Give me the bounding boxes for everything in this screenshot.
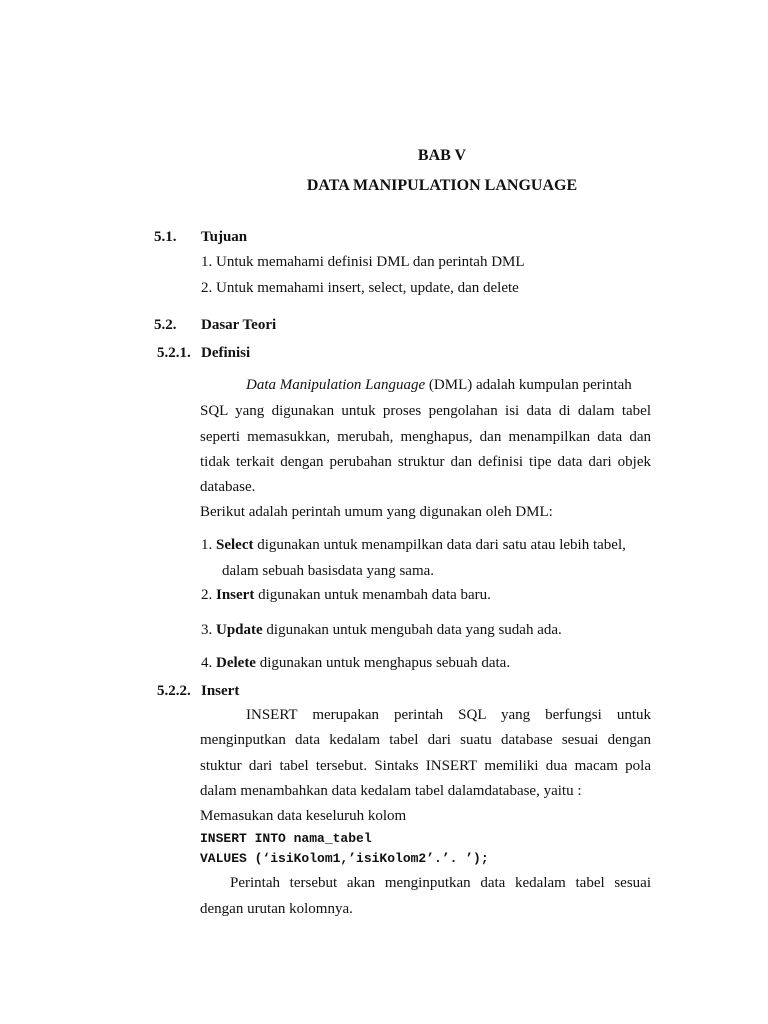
command-desc: digunakan untuk menampilkan data dari satu atau lebih tabel,	[253, 537, 626, 553]
section-number: 5.1.	[154, 229, 177, 245]
code-line: VALUES (‘isiKolom1,’isiKolom2’.’. ’);	[200, 851, 489, 866]
paragraph-line: SQL yang digunakan untuk proses pengolahan isi data di dalam tabel	[200, 403, 651, 419]
section-heading: Dasar Teori	[201, 317, 277, 333]
list-number: 4.	[201, 655, 213, 671]
code-line: INSERT INTO nama_tabel	[200, 831, 372, 846]
term-dml: Data Manipulation Language	[246, 377, 426, 393]
list-item	[201, 586, 491, 604]
paragraph-line: stuktur dari tabel tersebut. Sintaks INSERT memiliki dua macam pola	[200, 758, 651, 774]
command-desc: digunakan untuk mengubah data yang sudah ada.	[262, 622, 562, 638]
paragraph-line: seperti memasukkan, merubah, menghapus, dan menampilkan data dan	[200, 429, 651, 445]
command-desc: digunakan untuk menambah data baru.	[254, 587, 491, 603]
list-number: 3.	[201, 622, 213, 638]
subsection-heading: Insert	[201, 683, 240, 699]
paragraph-line	[246, 376, 651, 394]
paragraph-line: menginputkan data kedalam tabel dari suatu database sesuai dengan	[200, 732, 651, 748]
subsection-number: 5.2.2.	[157, 683, 191, 699]
paragraph-line: database.	[200, 479, 256, 495]
intro-text: Berikut adalah perintah umum yang digunakan oleh DML:	[200, 504, 553, 520]
list-item-continuation: dalam sebuah basisdata yang sama.	[222, 563, 435, 579]
chapter-number: BAB V	[417, 147, 467, 164]
list-number: 2.	[201, 587, 213, 603]
section-number: 5.2.	[154, 317, 177, 333]
list-number: 1.	[201, 537, 213, 553]
paragraph-line: dengan urutan kolomnya.	[200, 901, 353, 917]
paragraph-line: tidak terkait dengan perubahan struktur dan definisi tipe data dari objek	[200, 454, 651, 470]
command-name: Insert	[216, 587, 255, 603]
command-name: Select	[216, 537, 254, 553]
list-item	[201, 654, 510, 672]
paragraph-line: Memasukan data keseluruh kolom	[200, 808, 407, 824]
list-item	[201, 536, 626, 554]
paragraph-line: INSERT merupakan perintah SQL yang berfungsi untuk	[246, 707, 651, 723]
list-item: 2. Untuk memahami insert, select, update, dan delete	[201, 280, 519, 296]
subsection-heading: Definisi	[201, 345, 251, 361]
section-heading: Tujuan	[201, 229, 248, 245]
command-name: Update	[216, 622, 263, 638]
chapter-title: DATA MANIPULATION LANGUAGE	[306, 177, 578, 194]
command-desc: digunakan untuk menghapus sebuah data.	[255, 655, 511, 671]
paragraph-line: dalam menambahkan data kedalam tabel dalamdatabase, yaitu :	[200, 783, 582, 799]
paragraph-line: Perintah tersebut akan menginputkan data kedalam tabel sesuai	[230, 875, 651, 891]
list-item	[201, 621, 562, 639]
subsection-number: 5.2.1.	[157, 345, 191, 361]
list-item: 1. Untuk memahami definisi DML dan perintah DML	[201, 254, 525, 270]
paragraph-text: (DML) adalah kumpulan perintah	[425, 377, 632, 393]
command-name: Delete	[216, 655, 256, 671]
